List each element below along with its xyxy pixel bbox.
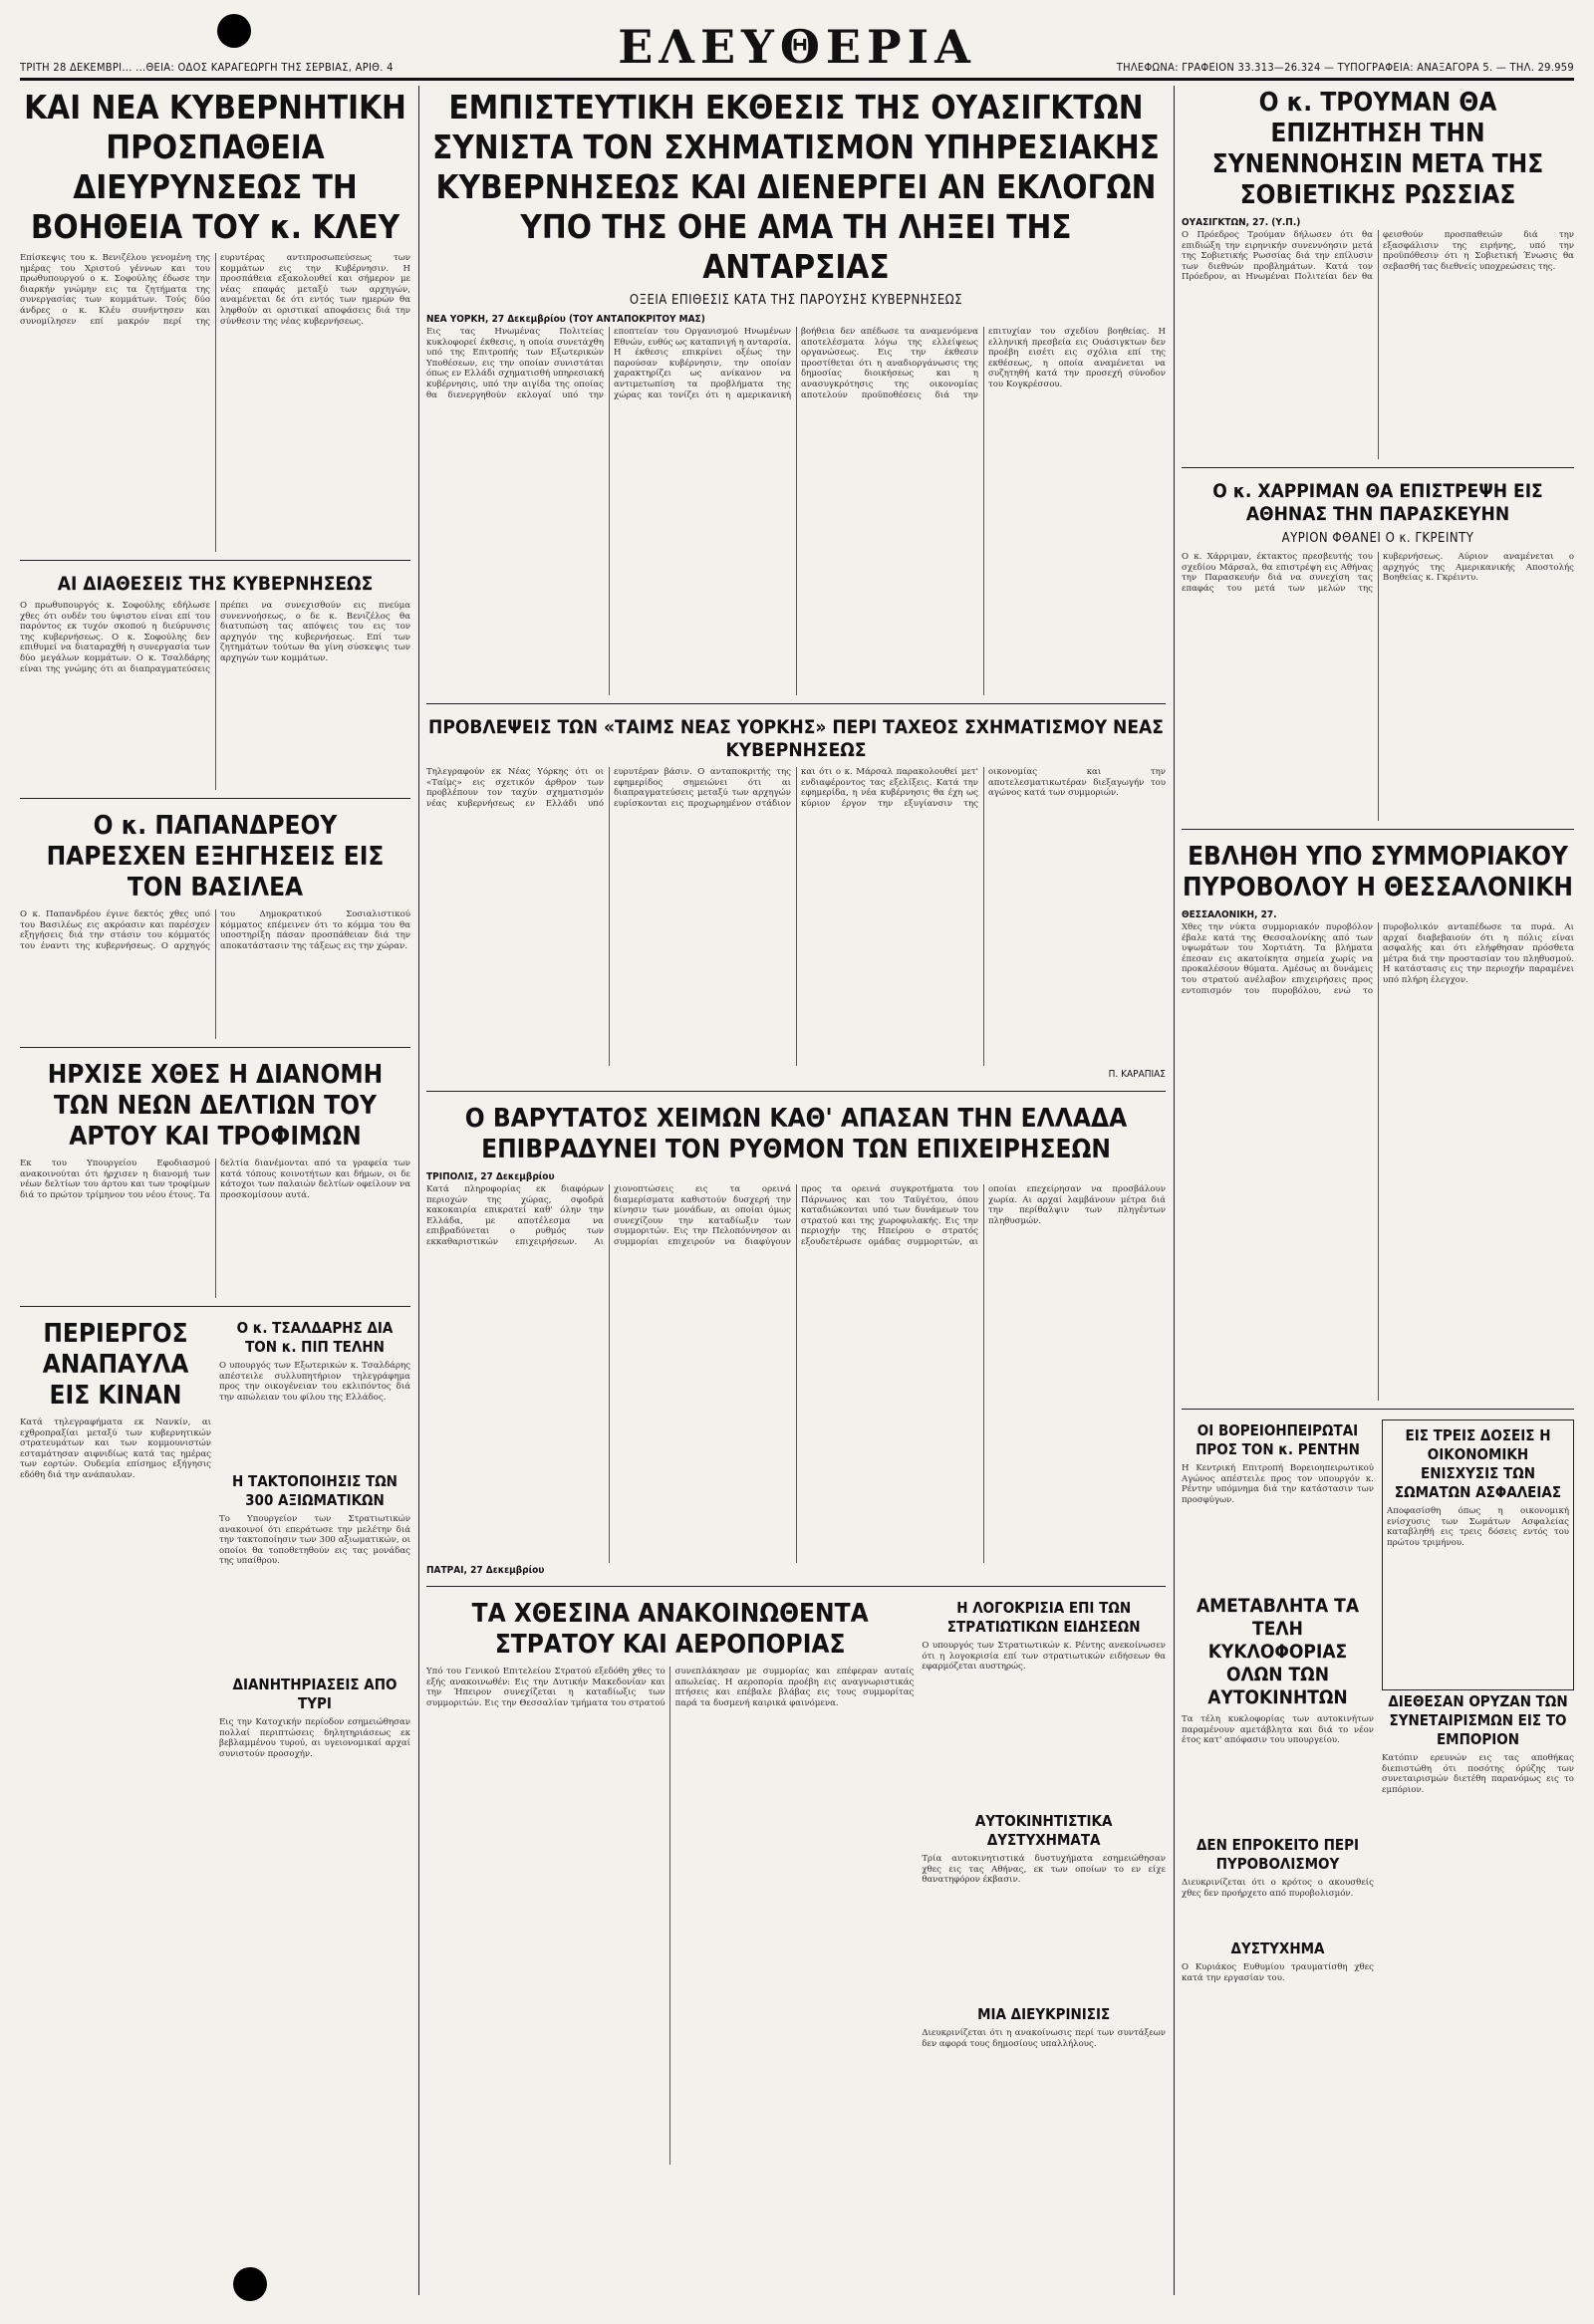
page-columns <box>20 86 1574 2295</box>
article-body: Ο υπουργός των Εξωτερικών κ. Τσαλδάρης απέστειλε συλλυπητήριον τηλεγράφημα προς την οικογένειαν του εκλιπόντος διά την απώλειαν του φίλου της Ελλάδος. <box>219 1361 410 1403</box>
article-winter-operations <box>426 1102 1166 1587</box>
article-government-expansion <box>20 86 410 561</box>
article-headline: ΔΙΕΘΕΣΑΝ ΟΡΥΖΑΝ ΤΩΝ ΣΥΝΕΤΑΙΡΙΣΜΩΝ ΕΙΣ ΤΟ ΕΜΠΟΡΙΟΝ <box>1388 1692 1568 1748</box>
column-left <box>20 86 419 2295</box>
dateline: ΟΥΑΣΙΓΚΤΩΝ, 27. (Υ.Π.) <box>1182 217 1301 228</box>
article-body: Αποφασίσθη όπως η οικονομική ενίσχυσις των Σωμάτων Ασφαλείας καταβληθή εις τρεις δόσεις εντός του πρώτου τριμήνου. <box>1387 1506 1569 1548</box>
article-body: Κατόπιν ερευνών εις τας αποθήκας διεπιστώθη ότι ποσότης όρύζης των συνεταιρισμών διετέθη παρανόμως εις το εμπόριον. <box>1382 1753 1574 1795</box>
article-subheadline: ΑΥΡΙΟΝ ΦΘΑΝΕΙ Ο κ. ΓΚΡΕΙΝΤΥ <box>1281 531 1474 546</box>
article-headline: Η ΛΟΓΟΚΡΙΣΙΑ ΕΠΙ ΤΩΝ ΣΤΡΑΤΙΩΤΙΚΩΝ ΕΙΔΗΣΕΩΝ <box>946 1599 1141 1636</box>
article-body: Διευκρινίζεται ότι ο κρότος ο ακουσθείς χθες δεν προήρχετο από πυροβολισμόν. <box>1182 1878 1374 1899</box>
article-truman-soviet <box>1182 86 1574 468</box>
article-headline: ΑΜΕΤΑΒΛΗΤΑ ΤΑ ΤΕΛΗ ΚΥΚΛΟΦΟΡΙΑΣ ΟΛΩΝ ΤΩΝ ΑΥΤΟΚΙΝΗΤΩΝ <box>1196 1595 1360 1708</box>
column-right <box>1182 86 1574 2295</box>
newspaper-page <box>20 14 1574 2295</box>
article-nyt-predictions <box>426 714 1166 1092</box>
article-headline: ΟΙ ΒΟΡΕΙΟΗΠΕΙΡΩΤΑΙ ΠΡΟΣ ΤΟΝ κ. ΡΕΝΤΗΝ <box>1196 1421 1360 1458</box>
article-thessaloniki-shelling <box>1182 840 1574 1410</box>
article-headline: ΑΙ ΔΙΑΘΕΣΕΙΣ ΤΗΣ ΚΥΒΕΡΝΗΣΕΩΣ <box>57 573 374 595</box>
stacked-short-stories <box>922 1597 1166 2165</box>
article-china-pause <box>20 1317 211 1916</box>
article-papandreou-king <box>20 809 410 1048</box>
article-harriman-return <box>1182 478 1574 830</box>
dateline: ΤΡΙΠΟΛΙΣ, 27 Δεκεμβρίου <box>426 1171 555 1182</box>
article-headline: Ο κ. ΧΑΡΡΙΜΑΝ ΘΑ ΕΠΙΣΤΡΕΨΗ ΕΙΣ ΑΘΗΝΑΣ ΤΗΝ ΠΑΡΑΣΚΕΥΗΝ <box>1212 480 1543 525</box>
article-headline: Ο κ. ΤΣΑΛΔΑΡΗΣ ΔΙΑ ΤΟΝ κ. ΠΙΠ ΤΕΛΗΝ <box>236 1319 394 1356</box>
article-headline: ΑΥΤΟΚΙΝΗΤΙΣΤΙΚΑ ΔΥΣΤΥΧΗΜΑΤΑ <box>974 1812 1113 1849</box>
article-body: Το Υπουργείον των Στρατιωτικών ανακοινοί ότι επεράτωσε την μελέτην διά την τακτοποίησιν των 300 αξιωματικών, οι οποίοι θα τοποθετηθούν εις τας μονάδας της υπαίθρου. <box>219 1514 410 1567</box>
article-body: Κατά τηλεγραφήματα εκ Νανκίν, αι εχθροπραξίαι μεταξύ των κυβερνητικών στρατευμάτων και των κομμουνιστών εσταμάτησαν αιφνιδίως κατά τας ημέρας των εορτών. Ουδεμία επίσημος εξήγησις εδόθη διά την ανάπαυλαν. <box>20 1418 211 1480</box>
column-center <box>426 86 1175 2295</box>
article-body: Διευκρινίζεται ότι η ανακοίνωσις περί των συντάξεων δεν αφορά τους δημοσίους υπαλλήλους. <box>922 2028 1166 2049</box>
article-headline: ΠΡΟΒΛΕΨΕΙΣ ΤΩΝ «ΤΑΙΜΣ ΝΕΑΣ ΥΟΡΚΗΣ» ΠΕΡΙ ΤΑΧΕΟΣ ΣΧΗΜΑΤΙΣΜΟΥ ΝΕΑΣ ΚΥΒΕΡΝΗΣΕΩΣ <box>428 716 1164 761</box>
article-headline: Ο κ. ΠΑΠΑΝΔΡΕΟΥ ΠΑΡΕΣΧΕΝ ΕΞΗΓΗΣΕΙΣ ΕΙΣ ΤΟΝ ΒΑΣΙΛΕΑ <box>46 811 385 903</box>
article-body: Τηλεγραφούν εκ Νέας Υόρκης ότι οι «Ταίμς» εις σχετικόν άρθρον των προβλέπουν τον ταχύν σχηματισμόν νέας κυβερνήσεως εν Ελλάδι υπό ευρυτέραν βάσιν. Ο ανταποκριτής της εφημερίδος σημειώνει ότι αι διαπραγματεύσεις μεταξύ των αρχηγών ευρίσκονται εις προχωρημένον στάδιον και ότι ο κ. Μάρσαλ παρακολουθεί μετ' ενδιαφέροντος τας εξελίξεις. Κατά την εφημερίδα, η νέα κυβέρνησις θα έχη ως κύριον έργον την εξυγίανσιν της οικονομίας και την αποτελεσματικωτέραν διεξαγωγήν του αγώνος κατά των συμμοριών. <box>426 767 1166 809</box>
boxed-article <box>1382 1420 1574 1690</box>
article-body: Χθες την νύκτα συμμοριακόν πυροβόλον έβαλε κατά της Θεσσαλονίκης από των υψωμάτων του Χορτιάτη. Τα βλήματα έπεσαν εις ακατοίκητα σημεία χωρίς να προκαλέσουν θύματα. Αμέσως αι δυνάμεις του στρατού ανέλαβον επιχειρήσεις προς εντοπισμόν του πυροβόλου, ενώ το πυροβολικόν ανταπέδωσε τα πυρά. Αι αρχαί διαβεβαιούν ότι η πόλις είναι ασφαλής και ότι ελήφθησαν πρόσθετα μέτρα διά την προστασίαν του πληθυσμού. Η κατάστασις εις την περιοχήν παραμένει υπό πλήρη έλεγχον. <box>1182 922 1574 996</box>
lead-headline: ΕΜΠΙΣΤΕΥΤΙΚΗ ΕΚΘΕΣΙΣ ΤΗΣ ΟΥΑΣΙΓΚΤΩΝ ΣΥΝΙΣΤΑ ΤΟΝ ΣΧΗΜΑΤΙΣΜΟΝ ΥΠΗΡΕΣΙΑΚΗΣ ΚΥΒΕΡΝΗΣΕΩΣ ΚΑΙ ΔΙΕΝΕΡΓΕΙ ΑΝ ΕΚΛΟΓΩΝ ΥΠΟ ΤΗΣ ΟΗΕ ΑΜΑ ΤΗ ΛΗΞΕΙ ΤΗΣ ΑΝΤΑΡΣΙΑΣ <box>432 88 1160 286</box>
article-body: Υπό του Γενικού Επιτελείου Στρατού εξεδόθη χθες το εξής ανακοινωθέν: Εις την Δυτικήν Μακεδονίαν και την Ήπειρον συνεχίζεται η καταδίωξις των συμμοριτών. Εις την Θεσσαλίαν τμήματα του στρατού συνεπλάκησαν με συμμορίας και επέφεραν αυταίς απωλείας. Η αεροπορία προέβη εις αναγνωριστικάς πτήσεις και επέβαλε βλάβας εις τους συμμορίτας παρά τα δυσμενή καιρικά φαινόμενα. <box>426 1667 915 1708</box>
article-headline: ΔΙΑΝΗΤΗΡΙΑΣΕΙΣ ΑΠΟ ΤΥΡΙ <box>232 1676 398 1712</box>
article-body: Εκ του Υπουργείου Εφοδιασμού ανακοινούται ότι ήρχισεν η διανομή των νέων δελτίων του άρτου και των τροφίμων διά το πρώτον τρίμηνον του νέου έτους. Τα δελτία διανέμονται από τα γραφεία των κατά τόπους κοινοτήτων και δήμων, οι δε κάτοχοι των παλαιών δελτίων οφείλουν να προσκομίσουν αυτά. <box>20 1159 410 1200</box>
article-headline: ΗΡΧΙΣΕ ΧΘΕΣ Η ΔΙΑΝΟΜΗ ΤΩΝ ΝΕΩΝ ΔΕΛΤΙΩΝ ΤΟΥ ΑΡΤΟΥ ΚΑΙ ΤΡΟΦΙΜΩΝ <box>47 1060 384 1152</box>
masthead <box>20 14 1574 81</box>
masthead-date-address: ΤΡΙΤΗ 28 ΔΕΚΕΜΒΡΙ... ...ΘΕΙΑ: ΟΔΟΣ ΚΑΡΑΓΕΩΡΓΗ ΤΗΣ ΣΕΡΒΙΑΣ, ΑΡΙΘ. 4 <box>20 61 394 74</box>
stacked-short-stories <box>1182 1420 1374 2022</box>
article-headline: Ο κ. ΤΡΟΥΜΑΝ ΘΑ ΕΠΙΖΗΤΗΣΗ ΤΗΝ ΣΥΝΕΝΝΟΗΣΙΝ ΜΕΤΑ ΤΗΣ ΣΟΒΙΕΤΙΚΗΣ ΡΩΣΣΙΑΣ <box>1211 88 1544 210</box>
dateline: ΘΕΣΣΑΛΟΝΙΚΗ, 27. <box>1182 909 1277 920</box>
article-washington-report <box>426 86 1166 704</box>
byline: Π. ΚΑΡΑΠΙΑΣ <box>1108 1069 1166 1080</box>
article-headline: ΠΕΡΙΕΡΓΟΣ ΑΝΑΠΑΥΛΑ ΕΙΣ ΚΙΝΑΝ <box>42 1319 189 1411</box>
lead-subheadline: ΟΞΕΙΑ ΕΠΙΘΕΣΙΣ ΚΑΤΑ ΤΗΣ ΠΑΡΟΥΣΗΣ ΚΥΒΕΡΝΗΣΕΩΣ <box>629 293 963 308</box>
article-body: Ο Πρόεδρος Τρούμαν δήλωσεν ότι θα επιδιώξη την ειρηνικήν συνεννόησιν μετά της Σοβιετικής Ρωσσίας διά την επίλυσιν των διεθνών προβλημάτων. Κατά τον Πρόεδρον, αι Ηνωμέναι Πολιτείαι δεν θα φεισθούν προσπαθειών διά την εξασφάλισιν της ειρήνης, υπό την προϋπόθεσιν ότι η Σοβιετική Ένωσις θα σεβασθή τας διεθνείς υποχρεώσεις της. <box>1182 230 1574 283</box>
article-body: Ο κ. Χάρριμαν, έκτακτος πρεσβευτής του σχεδίου Μάρσαλ, θα επιστρέψη εις Αθήνας την Παρασκευήν διά να συνεχίση τας επαφάς του μετά των μελών της κυβερνήσεως. Αύριον αναμένεται ο αρχηγός της Αμερικανικής Αποστολής Βοηθείας κ. Γκρέιντυ. <box>1182 552 1574 594</box>
stacked-short-stories <box>219 1317 410 1916</box>
article-headline: ΔΥΣΤΥΧΗΜΑ <box>1230 1939 1325 1957</box>
article-body: Εις τας Ηνωμένας Πολιτείας κυκλοφορεί έκθεσις, η οποία συνετάχθη υπό της Επιτροπής των Εξωτερικών Υποθέσεων, εις την οποίαν συνιστάται όπως εν Ελλάδι σχηματισθή υπηρεσιακή κυβέρνησις, υπό την αιγίδα της οποίας θα διενεργηθούν εκλογαί υπό την εποπτείαν του Οργανισμού Ηνωμένων Εθνών, ευθύς ως καταπνιγή η ανταρσία. Η έκθεσις επικρίνει οξέως την παρούσαν κυβέρνησιν, την οποίαν χαρακτηρίζει ως ανίκανον να αντιμετωπίση τα προβλήματα της χώρας και τονίζει ότι η αμερικανική βοήθεια δεν απέδωσε τα αναμενόμενα αποτελέσματα λόγω της ελλείψεως οργανώσεως. Εις την έκθεσιν προστίθεται ότι η αναδιοργάνωσις της δημοσίας διοικήσεως και η ανασυγκρότησις της οικονομίας αποτελούν προϋποθέσεις διά την επιτυχίαν του σχεδίου βοηθείας. Η ελληνική πρεσβεία εις Ουάσιγκτων δεν προέβη εισέτι εις σχόλια επί της εκθέσεως, η οποία αναμένεται να συζητηθή κατά την προσεχή σύνοδον του Κογκρέσσου. <box>426 327 1166 400</box>
article-body: Ο Κυριάκος Ευθυμίου τραυματίσθη χθες κατά την εργασίαν του. <box>1182 1962 1374 1983</box>
article-government-intentions <box>20 571 410 799</box>
dateline: ΠΑΤΡΑΙ, 27 Δεκεμβρίου <box>426 1565 545 1576</box>
article-body: Εις την Κατοχικήν περίοδον εσημειώθησαν πολλαί περιπτώσεις δηλητηριάσεως εκ βεβλαμμένου τυρού, αι υγειονομικαί αρχαί συνιστούν προσοχήν. <box>219 1717 410 1759</box>
article-headline: ΤΑ ΧΘΕΣΙΝΑ ΑΝΑΚΟΙΝΩΘΕΝΤΑ ΣΤΡΑΤΟΥ ΚΑΙ ΑΕΡΟΠΟΡΙΑΣ <box>471 1599 869 1660</box>
lower-left-stories <box>20 1317 410 1916</box>
article-body: Η Κεντρική Επιτροπή Βορειοηπειρωτικού Αγώνος απέστειλε προς τον υπουργόν κ. Ρέντην υπόμνημα διά την κατάστασιν των προσφύγων. <box>1182 1463 1374 1505</box>
article-body: Επίσκεψις του κ. Βενιζέλου γενομένη της ημέρας του Χριστού γέννων και του πρωθυπουργού ο κ. Σοφούλης έδωσε την διαρκήν γνώμην εις τα ζητήματα της συνεργασίας των κομμάτων. Τούς δύο άνδρες ο κ. Κλέυ συνήντησεν και συνομίλησεν επί μακρόν περί της ευρυτέρας αντιπροσωπεύσεως των κομμάτων εις την Κυβέρνησιν. Η προσπάθεια εξακολουθεί και σήμερον με νέας επαφάς μεταξύ των αρχηγών, αναμένεται δε ότι εντός των ημερών θα ληφθούν αι οριστικαί αποφάσεις διά την σύνθεσιν της νέας κυβερνήσεως. <box>20 253 410 327</box>
newspaper-title: ΕΛΕΥΘΕΡΙΑ <box>618 20 976 74</box>
article-body: Τα τέλη κυκλοφορίας των αυτοκινήτων παραμένουν αμετάβλητα και διά το νέον έτος κατ' απόφασιν του υπουργείου. <box>1182 1714 1374 1746</box>
article-headline: Η ΤΑΚΤΟΠΟΙΗΣΙΣ ΤΩΝ 300 ΑΞΙΩΜΑΤΙΚΩΝ <box>232 1472 398 1509</box>
article-body: Τρία αυτοκινητιστικά δυστυχήματα εσημειώθησαν χθες εις τας Αθήνας, εκ των οποίων το εν είχε θανατηφόρον έκβασιν. <box>922 1854 1166 1886</box>
lower-right-stories <box>1182 1420 1574 2022</box>
article-body: Ο υπουργός των Στρατιωτικών κ. Ρέντης ανεκοίνωσεν ότι η λογοκρισία επί των στρατιωτικών ειδήσεων θα εφαρμόζεται αυστηρώς. <box>922 1641 1166 1673</box>
article-headline: ΕΒΛΗΘΗ ΥΠΟ ΣΥΜΜΟΡΙΑΚΟΥ ΠΥΡΟΒΟΛΟΥ Η ΘΕΣΣΑΛΟΝΙΚΗ <box>1183 842 1573 903</box>
article-headline: ΔΕΝ ΕΠΡΟΚΕΙΤΟ ΠΕΡΙ ΠΥΡΟΒΟΛΙΣΜΟΥ <box>1196 1836 1359 1873</box>
article-body: Ο πρωθυπουργός κ. Σοφούλης εδήλωσε χθες ότι ουδέν του ύψιστου είναι επί του παρόντος εκ τυχόν σκοπού η διεύρυνσις της κυβερνήσεως. Ο κ. Σοφούλης δεν επιθυμεί να διαταραχθή η συνεργασία των δύο μεγάλων κομμάτων. Ο κ. Τσαλδάρης είναι της γνώμης ότι αι διαπραγματεύσεις πρέπει να συνεχισθούν εις πνεύμα συνεννοήσεως, ο δε κ. Βενιζέλος θα διατυπώση τας απόψεις του εις τον αρχηγόν της κυβερνήσεως. Επί των ζητημάτων τούτων θα γίνη σύσκεψις των αρχηγών των κομμάτων. <box>20 601 410 674</box>
ink-blot <box>217 14 251 48</box>
stacked-short-stories <box>1382 1420 1574 2022</box>
article-army-communiques <box>426 1597 914 2165</box>
article-headline: Ο ΒΑΡΥΤΑΤΟΣ ΧΕΙΜΩΝ ΚΑΘ' ΑΠΑΣΑΝ ΤΗΝ ΕΛΛΑΔΑ ΕΠΙΒΡΑΔΥΝΕΙ ΤΟΝ ΡΥΘΜΟΝ ΤΩΝ ΕΠΙΧΕΙΡΗΣΕΩΝ <box>464 1104 1128 1164</box>
article-headline: ΕΙΣ ΤΡΕΙΣ ΔΟΣΕΙΣ Η ΟΙΚΟΝΟΜΙΚΗ ΕΝΙΣΧΥΣΙΣ ΤΩΝ ΣΩΜΑΤΩΝ ΑΣΦΑΛΕΙΑΣ <box>1394 1426 1562 1501</box>
lower-center-stories <box>426 1597 1166 2165</box>
masthead-phones: ΤΗΛΕΦΩΝΑ: ΓΡΑΦΕΙΟΝ 33.313—26.324 — ΤΥΠΟΓΡΑΦΕΙΑ: ΑΝΑΞΑΓΟΡΑ 5. — ΤΗΛ. 29.959 <box>1116 61 1574 74</box>
dateline: ΝΕΑ ΥΟΡΚΗ, 27 Δεκεμβρίου (ΤΟΥ ΑΝΤΑΠΟΚΡΙΤΟΥ ΜΑΣ) <box>426 314 705 325</box>
article-body: Κατά πληροφορίας εκ διαφόρων περιοχών της χώρας, σφοδρά κακοκαιρία επικρατεί καθ' όλην την Ελλάδα, με αποτέλεσμα να επιβραδύνεται ο ρυθμός των εκκαθαριστικών επιχειρήσεων. Αι χιονοπτώσεις εις τα ορεινά διαμερίσματα καθιστούν δυσχερή την κίνησιν των μονάδων, αι οποίαι όμως συνεχίζουν την καταδίωξιν των συμμοριτών. Εις την Πελοπόννησον αι συμμορίαι επιχειρούν να διαφύγουν προς τα ορεινά συγκροτήματα του Πάρνωνος και του Ταϋγέτου, όπου καταδιώκονται υπό των δυνάμεων του στρατού και της χωροφυλακής. Εις την περιοχήν της Ηπείρου ο στρατός εξουδετέρωσε ομάδας συμμοριτών, αι οποίαι επεχείρησαν να προσβάλουν χωρία. Αι αρχαί λαμβάνουν μέτρα διά την περίθαλψιν των πληγέντων πληθυσμών. <box>426 1184 1166 1247</box>
article-headline: ΚΑΙ ΝΕΑ ΚΥΒΕΡΝΗΤΙΚΗ ΠΡΟΣΠΑΘΕΙΑ ΔΙΕΥΡΥΝΣΕΩΣ ΤΗ ΒΟΗΘΕΙΑ ΤΟΥ κ. ΚΛΕΥ <box>24 88 406 246</box>
article-ration-cards <box>20 1058 410 1307</box>
article-body: Ο κ. Παπανδρέου έγινε δεκτός χθες υπό του Βασιλέως εις ακρόασιν και παρέσχεν εξηγήσεις διά την στάσιν του κόμματός του έναντι της κυβερνήσεως. Ο αρχηγός του Δημοκρατικού Σοσιαλιστικού κόμματος επέμεινεν ότι το κόμμα του θα υποστηρίξη πάσαν προσπάθειαν διά την αποκατάστασιν της τάξεως εις την χώραν. <box>20 909 410 951</box>
article-headline: ΜΙΑ ΔΙΕΥΚΡΙΝΙΣΙΣ <box>977 2005 1111 2023</box>
